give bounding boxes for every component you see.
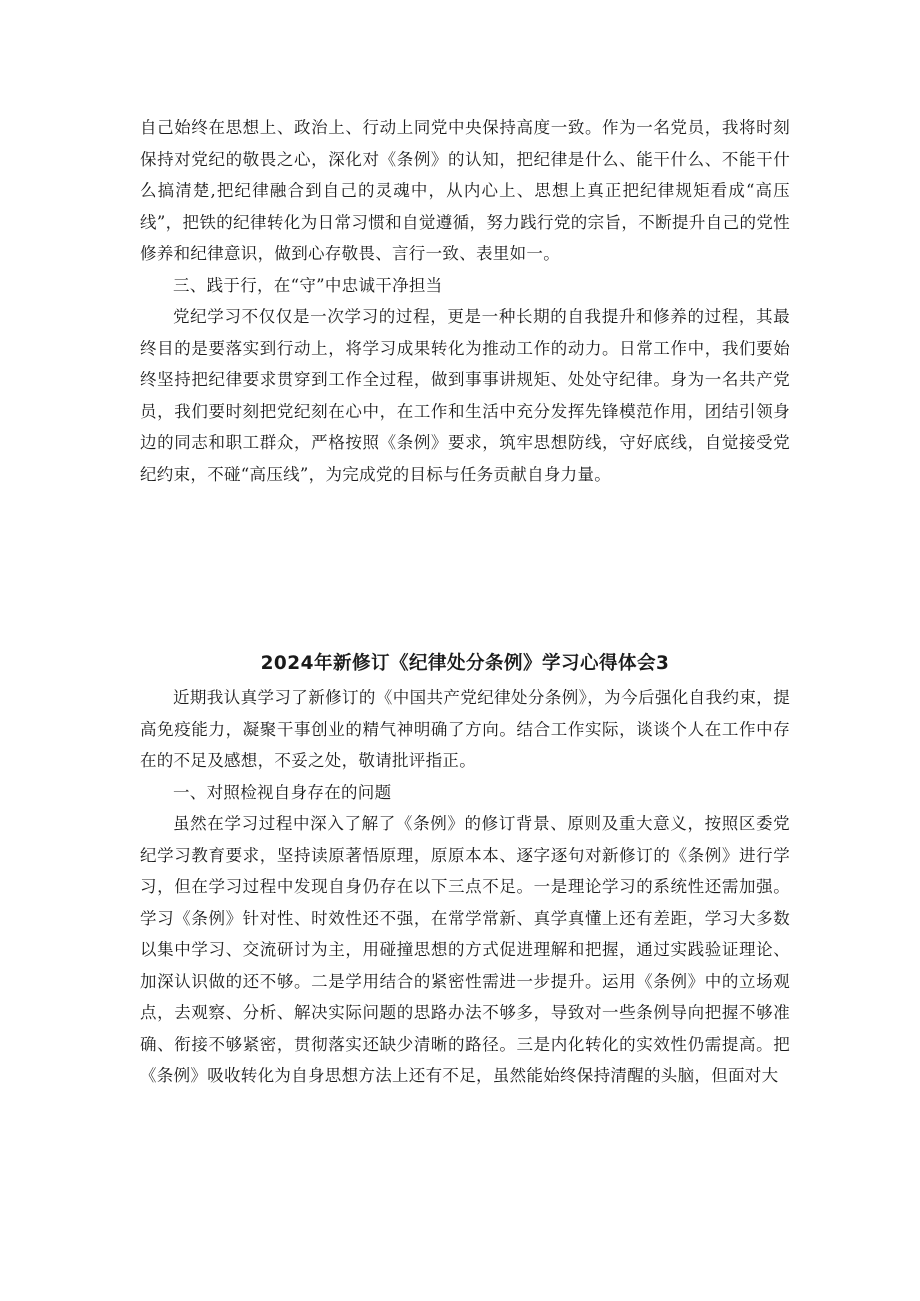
- paragraph: 党纪学习不仅仅是一次学习的过程，更是一种长期的自我提升和修养的过程，其最终目的是要落实到行动上，将学习成果转化为推动工作的动力。日常工作中，我们要始终坚持把纪律要求贯穿到工作全过程，做到事事讲规矩、处处守纪律。身为一名共产党员，我们要时刻把党纪刻在心中，在工作和生活中充分发挥先锋模范作用，团结引领身边的同志和职工群众，严格按照《条例》要求，筑牢思想防线，守好底线，自觉接受党纪约束，不碰“高压线”，为完成党的目标与任务贡献自身力量。: [140, 307, 790, 484]
- section-part1: [140, 112, 790, 490]
- document-title: 2024年新修订《纪律处分条例》学习心得体会3: [260, 653, 670, 674]
- section-part2: [140, 682, 790, 1092]
- section-heading-three: 三、践于行，在“守”中忠诚干净担当: [173, 275, 443, 295]
- section-heading-one: 一、对照检视自身存在的问题: [173, 782, 392, 802]
- paragraph: 虽然在学习过程中深入了解了《条例》的修订背景、原则及重大意义，按照区委党纪学习教育要求，坚持读原著悟原理，原原本本、逐字逐句对新修订的《条例》进行学习，但在学习过程中发现自身仍存在以下三点不足。一是理论学习的系统性还需加强。学习《条例》针对性、时效性还不强，在常学常新、真学真懂上还有差距，学习大多数以集中学习、交流研讨为主，用碰撞思想的方式促进理解和把握，通过实践验证理论、加深认识做的还不够。二是学用结合的紧密性需进一步提升。运用《条例》中的立场观点，去观察、分析、解决实际问题的思路办法不够多，导致对一些条例导向把握不够准确、衔接不够紧密，贯彻落实还缺少清晰的路径。三是内化转化的实效性仍需提高。把《条例》吸收转化为自身思想方法上还有不足，虽然能始终保持清醒的头脑，但面对大: [140, 814, 790, 1085]
- paragraph-intro: 近期我认真学习了新修订的《中国共产党纪律处分条例》，为今后强化自我约束，提高免疫能力，凝聚干事创业的精气神明确了方向。结合工作实际，谈谈个人在工作中存在的不足及感想，不妥之处，敬请批评指正。: [140, 688, 790, 770]
- paragraph-continuation: 自己始终在思想上、政治上、行动上同党中央保持高度一致。作为一名党员，我将时刻保持对党纪的敬畏之心，深化对《条例》的认知，把纪律是什么、能干什么、不能干什么搞清楚,把纪律融合到自己的灵魂中，从内心上、思想上真正把纪律规矩看成“高压线”，把铁的纪律转化为日常习惯和自觉遵循，努力践行党的宗旨，不断提升自己的党性修养和纪律意识，做到心存敬畏、言行一致、表里如一。: [140, 118, 790, 263]
